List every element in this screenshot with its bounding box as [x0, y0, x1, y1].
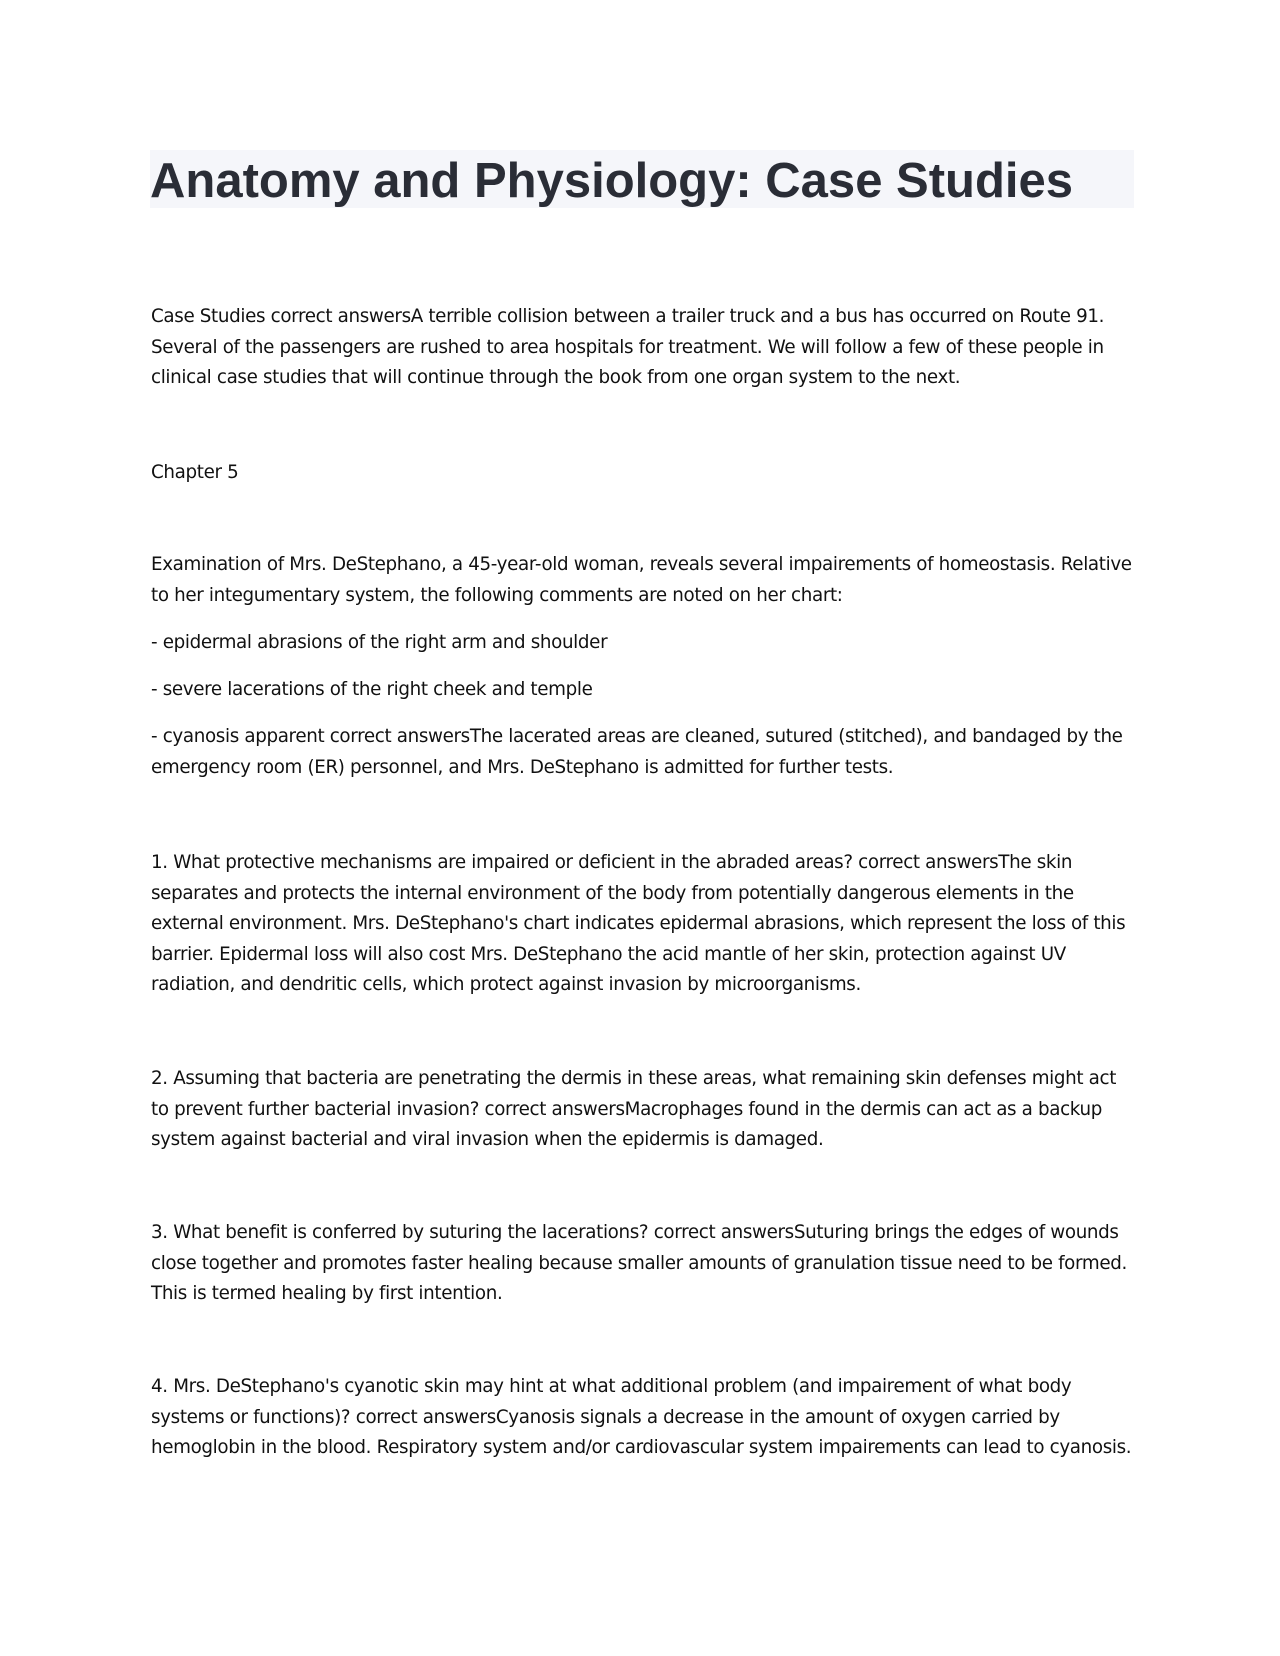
document-title: Anatomy and Physiology: Case Studies [150, 154, 1074, 208]
question-paragraph-3: 3. What benefit is conferred by suturing the lacerations? correct answersSuturing brings the edges of wounds close together and promotes faster healing because smaller amounts of granulation tissue need to be formed. This is termed healing by first intention. [151, 1222, 1127, 1304]
exam-intro-paragraph: Examination of Mrs. DeStephano, a 45-year-old woman, reveals several impairements of homeostasis. Relative to her integumentary system, the following comments are noted on her chart: [151, 554, 1132, 606]
question-paragraph-4: 4. Mrs. DeStephano's cyanotic skin may hint at what additional problem (and impairement of what body systems or functions)? correct answersCyanosis signals a decrease in the amount of oxygen carried by hemoglobin in the blood. Respiratory system and/or cardiovascular system impairements can lead to cyanosis. [151, 1376, 1132, 1458]
question-paragraph-2: 2. Assuming that bacteria are penetrating the dermis in these areas, what remaining skin defenses might act to prevent further bacterial invasion? correct answersMacrophages found in the dermis can act as a backup system against bacterial and viral invasion when the epidermis is damaged. [151, 1068, 1117, 1150]
bullet-item: - severe lacerations of the right cheek and temple [151, 679, 593, 700]
chapter-heading: Chapter 5 [151, 462, 239, 483]
question-paragraph-1: 1. What protective mechanisms are impaired or deficient in the abraded areas? correct answersThe skin separates and protects the internal environment of the body from potentially dangerous elements in the external environment. Mrs. DeStephano's chart indicates epidermal abrasions, which represent the loss of this barrier. Epidermal loss will also cost Mrs. DeStephano the acid mantle of her skin, protection against UV radiation, and dendritic cells, which protect against invasion by microorganisms. [151, 852, 1126, 995]
bullet-item: - epidermal abrasions of the right arm and shoulder [151, 632, 608, 653]
bullet-item: - cyanosis apparent correct answersThe lacerated areas are cleaned, sutured (stitched), and bandaged by the emergency room (ER) personnel, and Mrs. DeStephano is admitted for further tests. [151, 726, 1123, 778]
intro-paragraph: Case Studies correct answersA terrible collision between a trailer truck and a bus has occurred on Route 91. Several of the passengers are rushed to area hospitals for treatment. We will follow a few of these people in clinical case studies that will continue through the book from one organ system to the next. [151, 306, 1105, 388]
